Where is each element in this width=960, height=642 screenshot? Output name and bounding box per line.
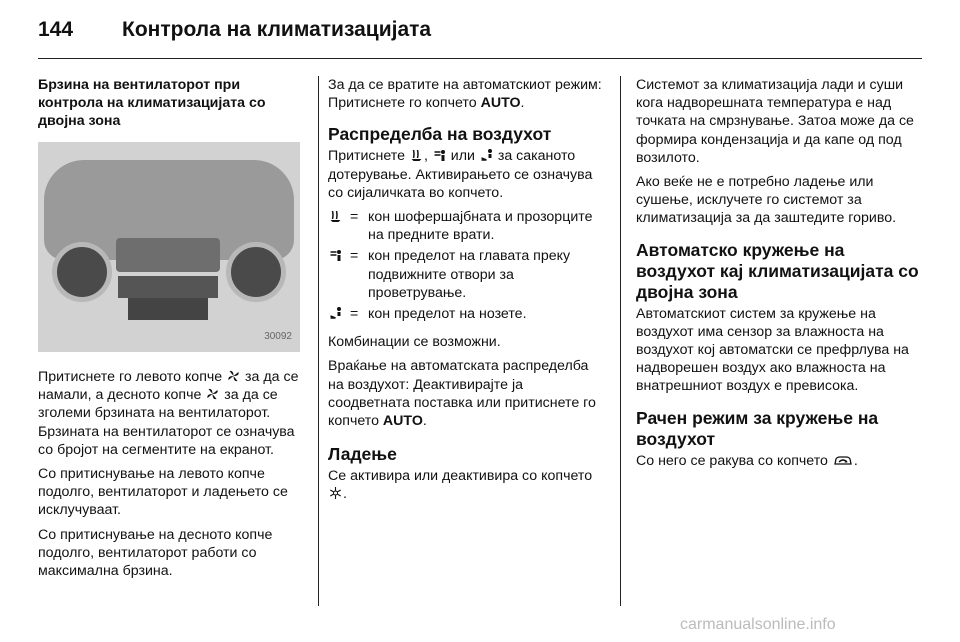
paragraph-ac-operation: Системот за климатизација лади и суши кога надворешната температура е над точката на смрзнување. Затоа може да се формира кондензација и да капе од под возилото. bbox=[636, 77, 914, 166]
paragraph-restore-auto: Враќање на автоматската распределба на воздухот: Деактивирајте ја соодветната поставка или притиснете го копчето AUTO. bbox=[328, 358, 596, 430]
paragraph-left-long-press: Со притиснување на левото копче подолго, вентилаторот и ладењето се исклучуваат. bbox=[38, 466, 288, 519]
paragraph-save-fuel: Ако веќе не е потребно ладење или сушење, исклучете го системот за климатизација за да заштедите гориво. bbox=[636, 174, 897, 227]
left-knob bbox=[52, 242, 112, 302]
feet-airflow-icon bbox=[329, 307, 342, 319]
paragraph-fan-buttons: Притиснете го левото копче за да се намали, а десното копче за да се зголеми брзината на вентилаторот. Брзината на вентилаторот се означува со бројот на сегментите на екранот. bbox=[38, 369, 299, 458]
definition-text: кон пределот на главата преку подвижните отвори за проветрување. bbox=[368, 248, 571, 301]
climate-panel-photo bbox=[38, 142, 300, 352]
column-divider-1 bbox=[318, 76, 319, 606]
heading-air-distribution: Распределба на воздухот bbox=[328, 124, 552, 145]
auto-button-label: AUTO bbox=[480, 95, 521, 112]
column-3 bbox=[636, 76, 922, 476]
definition-text: кон пределот на нозете. bbox=[368, 306, 527, 323]
paragraph-cooling-button: Се активира или деактивира со копчето . bbox=[328, 468, 593, 503]
definition-row: = кон пределот на нозете. bbox=[328, 305, 604, 323]
heading-auto-recirculation: Автоматско кружење на воздухот кај климатизацијата со двојна зона bbox=[636, 239, 919, 302]
figure-number: 30092 bbox=[264, 330, 292, 342]
heading-cooling: Ладење bbox=[328, 444, 397, 465]
windshield-airflow-icon bbox=[329, 210, 342, 222]
right-knob bbox=[226, 242, 286, 302]
paragraph-auto-recirculation: Автоматскиот систем за кружење на воздухот има сензор за влажноста на воздухот кој автоматски се префрлува на надворешен воздух ако влажноста на внатрешниот воздух е превисока. bbox=[636, 305, 909, 395]
windshield-airflow-icon bbox=[410, 149, 423, 161]
page-number: 144 bbox=[38, 18, 74, 41]
paragraph-distribution-buttons: Притиснете , или за саканото дотерување. Активирањето се означува со сијаличката во копчето. bbox=[328, 148, 593, 201]
fan-icon bbox=[227, 370, 240, 382]
feet-airflow-icon bbox=[480, 149, 493, 161]
paragraph-combinations: Комбинации се возможни. bbox=[328, 334, 501, 351]
paragraph-manual-recirculation: Со него се ракува со копчето . bbox=[636, 452, 858, 469]
page-header bbox=[38, 18, 922, 54]
heading-manual-recirculation: Рачен режим за кружење на воздухот bbox=[636, 407, 879, 449]
column-1 bbox=[38, 76, 300, 586]
recirculation-icon bbox=[833, 454, 853, 466]
column-2 bbox=[328, 76, 604, 510]
panel-button-row bbox=[118, 276, 218, 298]
definition-row: = кон пределот на главата преку подвижните отвори за проветрување. bbox=[328, 247, 604, 302]
paragraph-auto-mode: За да се вратите на автоматскиот режим: Притиснете го копчето AUTO. bbox=[328, 77, 602, 112]
distribution-definitions bbox=[328, 208, 604, 323]
panel-screen bbox=[116, 238, 220, 272]
auto-button-label: AUTO bbox=[382, 413, 423, 430]
column-divider-2 bbox=[620, 76, 621, 606]
definition-text: кон шофершајбната и прозорците на предните врати. bbox=[368, 209, 593, 244]
watermark: carmanualsonline.info bbox=[680, 616, 836, 633]
snowflake-icon bbox=[329, 487, 342, 499]
header-divider bbox=[38, 58, 922, 59]
head-airflow-icon bbox=[329, 249, 342, 261]
section-subhead-fan-speed: Брзина на вентилаторот при контрола на климатизацијата со двојна зона bbox=[38, 77, 266, 129]
head-airflow-icon bbox=[433, 149, 446, 161]
fan-icon bbox=[206, 388, 219, 400]
panel-button-row-lower bbox=[128, 298, 208, 320]
paragraph-right-long-press: Со притиснување на десното копче подолго, вентилаторот работи со максимална брзина. bbox=[38, 526, 273, 580]
definition-row: = кон шофершајбната и прозорците на предните врати. bbox=[328, 208, 604, 244]
page-title: Контрола на климатизацијата bbox=[122, 18, 432, 41]
